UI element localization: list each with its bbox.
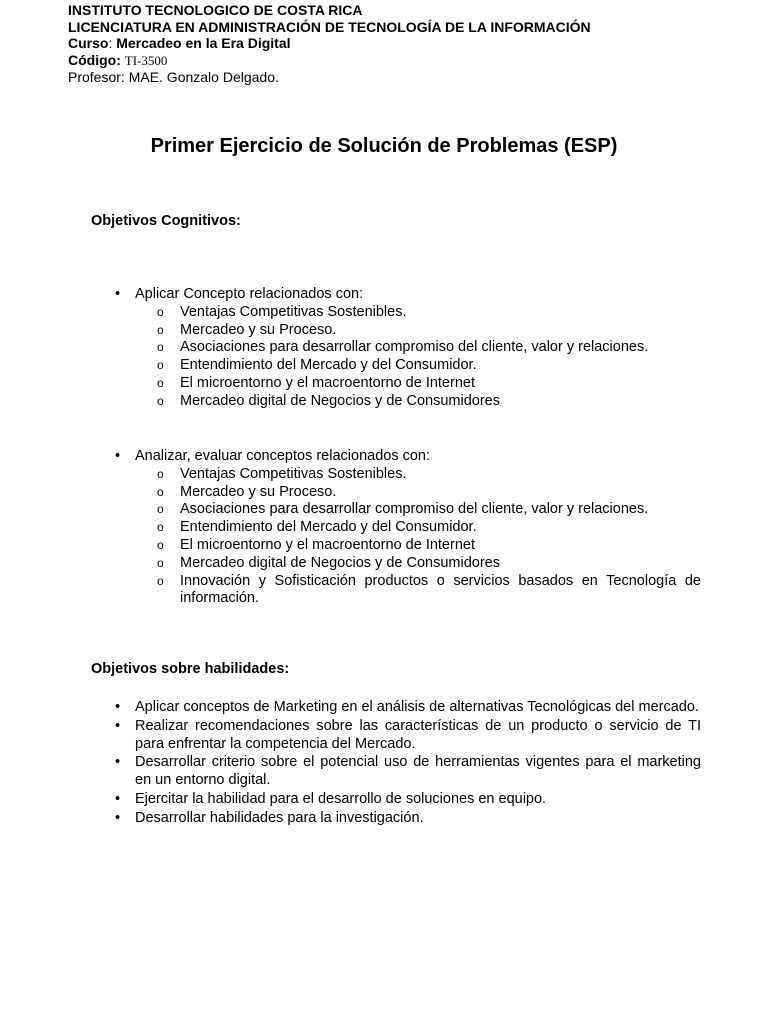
bullet-icon: • xyxy=(115,717,121,734)
bullet-icon: • xyxy=(115,448,121,464)
code-line xyxy=(68,52,591,70)
cognitive-group-apply xyxy=(115,286,701,411)
professor-line: Profesor: MAE. Gonzalo Delgado. xyxy=(68,69,279,85)
course-line: Curso: Mercadeo en la Era Digital xyxy=(68,35,291,51)
sub-list-item: o Innovación y Sofisticación productos o servicios basados en Tecnología de información. xyxy=(157,572,701,607)
sub-list-item: o Asociaciones para desarrollar compromiso del cliente, valor y relaciones. xyxy=(157,339,649,356)
circle-bullet-icon: o xyxy=(157,466,164,481)
sub-list-item: o Entendimiento del Mercado y del Consumidor. xyxy=(157,357,477,374)
skills-list xyxy=(115,699,701,829)
circle-bullet-icon: o xyxy=(157,375,164,390)
skills-heading: Objetivos sobre habilidades: xyxy=(91,661,290,677)
sub-list-item: o Mercadeo y su Proceso. xyxy=(157,321,337,338)
sub-list-item: o Ventajas Competitivas Sostenibles. xyxy=(157,465,407,482)
circle-bullet-icon: o xyxy=(157,322,164,337)
list-item: • Aplicar conceptos de Marketing en el análisis de alternativas Tecnológicas del mercado. xyxy=(115,699,699,715)
cognitive-heading: Objetivos Cognitivos: xyxy=(91,213,241,229)
document-header xyxy=(68,2,591,86)
circle-bullet-icon: o xyxy=(157,304,164,319)
code-label: Código: xyxy=(68,51,121,68)
circle-bullet-icon: o xyxy=(157,537,164,552)
sub-list-item: o Asociaciones para desarrollar compromiso del cliente, valor y relaciones. xyxy=(157,501,649,518)
page-title: Primer Ejercicio de Solución de Problemas (ESP) xyxy=(150,135,618,157)
sub-list-item: o El microentorno y el macroentorno de Internet xyxy=(157,536,475,553)
circle-bullet-icon: o xyxy=(157,484,164,499)
course-value: Mercadeo en la Era Digital xyxy=(116,35,291,51)
list-item: • Ejercitar la habilidad para el desarrollo de soluciones en equipo. xyxy=(115,790,547,807)
circle-bullet-icon: o xyxy=(157,393,164,408)
code-value: TI-3500 xyxy=(124,52,168,68)
bullet-icon: • xyxy=(115,809,121,826)
list-item: • Analizar, evaluar conceptos relacionados con: xyxy=(115,448,431,464)
sub-list-item: o El microentorno y el macroentorno de Internet xyxy=(157,374,475,391)
list-item: • Realizar recomendaciones sobre las características de un producto o servicio de TI para enfrentar la competencia del Mercado. xyxy=(115,717,701,752)
sub-list-item: o Ventajas Competitivas Sostenibles. xyxy=(157,303,407,320)
circle-bullet-icon: o xyxy=(157,358,164,373)
sub-list-item: o Mercadeo y su Proceso. xyxy=(157,483,337,500)
course-label: Curso xyxy=(68,35,109,51)
list-item: • Desarrollar habilidades para la investigación. xyxy=(115,809,424,826)
institution-name: INSTITUTO TECNOLOGICO DE COSTA RICA xyxy=(68,2,363,18)
sub-list-item: o Entendimiento del Mercado y del Consumidor. xyxy=(157,519,477,536)
list-item: • Aplicar Concepto relacionados con: xyxy=(115,286,364,302)
sub-list-item: o Mercadeo digital de Negocios y de Consumidores xyxy=(157,392,500,409)
circle-bullet-icon: o xyxy=(157,573,164,588)
cognitive-group-analyze xyxy=(115,448,701,608)
circle-bullet-icon: o xyxy=(157,520,164,535)
circle-bullet-icon: o xyxy=(157,502,164,517)
circle-bullet-icon: o xyxy=(157,340,164,355)
bullet-icon: • xyxy=(115,754,121,771)
circle-bullet-icon: o xyxy=(157,555,164,570)
sub-list-item: o Mercadeo digital de Negocios y de Consumidores xyxy=(157,554,500,571)
program-name: LICENCIATURA EN ADMINISTRACIÓN DE TECNOLOGÍA DE LA INFORMACIÓN xyxy=(68,18,591,35)
bullet-icon: • xyxy=(115,286,121,302)
bullet-icon: • xyxy=(115,699,121,715)
bullet-icon: • xyxy=(115,790,121,807)
list-item: • Desarrollar criterio sobre el potencial uso de herramientas vigentes para el marketing en un entorno digital. xyxy=(115,754,701,789)
